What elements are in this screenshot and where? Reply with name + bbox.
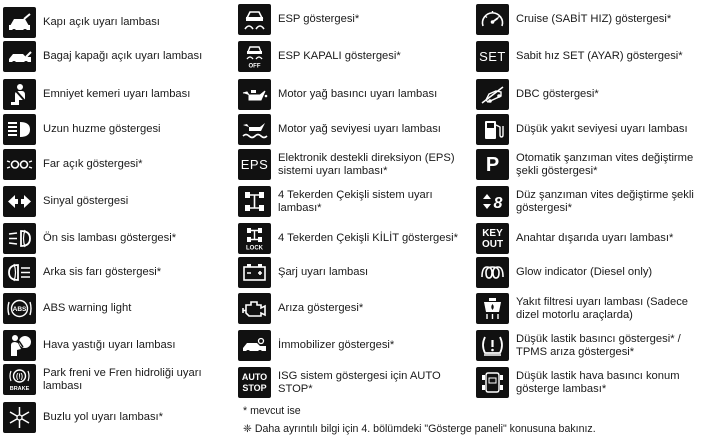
high-beam-icon [3, 114, 36, 145]
indicator-label: Sinyal göstergesi [43, 195, 129, 208]
esp-off-icon-text: OFF [248, 63, 261, 69]
list-item [476, 186, 706, 217]
indicator-label: Bagaj kapağı açık uyarı lambası [43, 50, 203, 63]
indicator-label: Sabit hız SET (AYAR) göstergesi* [516, 50, 683, 63]
glow-icon [476, 257, 509, 288]
list-item [3, 223, 233, 254]
fuel-filter-icon [476, 293, 509, 324]
list-item [476, 223, 706, 254]
indicator-label: Motor yağ seviyesi uyarı lambası [278, 123, 441, 136]
list-item [3, 257, 233, 288]
eps-icon-text: EPS [240, 157, 269, 172]
list-item [3, 330, 233, 361]
esp-off-icon [238, 41, 271, 72]
stop-icon-text: STOP [242, 382, 267, 393]
engine-check-icon [238, 293, 271, 324]
indicator-label: Düşük yakıt seviyesi uyarı lambası [516, 123, 688, 136]
out-icon-text: OUT [481, 238, 504, 250]
list-item [238, 257, 468, 288]
front-fog-icon [3, 223, 36, 254]
list-item [476, 149, 706, 180]
eps-icon [238, 149, 271, 180]
indicator-label: Düz şanzıman vites değiştirme şekli göstergesi* [516, 189, 694, 214]
list-item [476, 330, 706, 361]
esp-icon [238, 4, 271, 35]
seatbelt-icon [3, 79, 36, 110]
park-icon [476, 149, 509, 180]
indicator-label: Glow indicator (Diesel only) [516, 266, 653, 279]
list-item [3, 293, 233, 324]
indicator-label: Düşük lastik basıncı göstergesi* / TPMS arıza göstergesi* [516, 333, 681, 358]
turn-signal-icon [3, 186, 36, 217]
tpms-icon [476, 330, 509, 361]
auto-icon-text: AUTO [241, 371, 268, 382]
four-wheel-lock-icon [238, 223, 271, 254]
abs-icon [3, 293, 36, 324]
set-icon [476, 41, 509, 72]
availability-note: * mevcut ise [243, 405, 301, 417]
key-out-icon [476, 223, 509, 254]
headlight-on-icon [3, 149, 36, 180]
indicator-label: İmmobilizer göstergesi* [278, 339, 395, 352]
list-item [238, 293, 468, 324]
key-icon-text: KEY [482, 227, 503, 239]
trunk-open-icon [3, 41, 36, 72]
indicator-label: Emniyet kemeri uyarı lambası [43, 88, 191, 101]
list-item [238, 4, 468, 35]
auto-stop-icon [238, 367, 271, 398]
indicator-label: DBC göstergesi* [516, 88, 599, 101]
list-item [476, 293, 706, 324]
abs-icon-text: ABS [12, 306, 27, 313]
door-open-icon [3, 7, 36, 38]
indicator-label: Düşük lastik hava basıncı konum gösterge lambası* [516, 370, 680, 395]
indicator-label: Yakıt filtresi uyarı lambası (Sadece dizel motorlu araçlarda) [516, 296, 689, 321]
rear-fog-icon [3, 257, 36, 288]
park-icon-text: P [485, 153, 500, 176]
oil-level-icon [238, 114, 271, 145]
list-item [3, 364, 233, 395]
indicator-label: Uzun huzme göstergesi [43, 123, 161, 136]
list-item [238, 223, 468, 254]
gear-icon-text: 8 [493, 195, 503, 212]
indicator-label: Elektronik destekli direksiyon (EPS) sistemi uyarı lambası* [278, 152, 455, 177]
indicator-label: Arıza göstergesi* [278, 302, 364, 315]
list-item [238, 79, 468, 110]
battery-icon [238, 257, 271, 288]
lock-icon-text: LOCK [246, 245, 263, 251]
list-item [238, 330, 468, 361]
footnotes [243, 405, 596, 441]
list-item [476, 79, 706, 110]
indicator-label: ABS warning light [43, 302, 132, 315]
gear-shift-icon [476, 186, 509, 217]
list-item [3, 114, 233, 145]
list-item [476, 41, 706, 72]
indicator-label: Hava yastığı uyarı lambası [43, 339, 176, 352]
indicator-label: Anahtar dışarıda uyarı lambası* [516, 232, 674, 245]
list-item [238, 186, 468, 217]
list-item [238, 149, 468, 180]
list-item [3, 186, 233, 217]
indicator-label: 4 Tekerden Çekişli KİLİT göstergesi* [278, 232, 458, 245]
svg-text:(!): (!) [16, 373, 23, 381]
indicator-label: Buzlu yol uyarı lambası* [43, 411, 164, 424]
oil-pressure-icon [238, 79, 271, 110]
airbag-icon [3, 330, 36, 361]
list-item [476, 257, 706, 288]
indicator-label: Kapı açık uyarı lambası [43, 16, 160, 29]
list-item [238, 41, 468, 72]
set-icon-text: SET [479, 49, 506, 64]
immobilizer-icon [238, 330, 271, 361]
indicator-label: Motor yağ basıncı uyarı lambası [278, 88, 438, 101]
list-item [3, 79, 233, 110]
list-item [238, 114, 468, 145]
list-item [476, 4, 706, 35]
list-item [476, 114, 706, 145]
brake-icon [3, 364, 36, 395]
indicator-label: 4 Tekerden Çekişli sistem uyarı lambası* [278, 189, 433, 214]
icy-road-icon [3, 402, 36, 433]
list-item [3, 149, 233, 180]
indicator-label: Otomatik şanzıman vites değiştirme şekli göstergesi* [516, 152, 694, 177]
list-item [3, 402, 233, 433]
list-item [3, 41, 233, 72]
list-item [3, 7, 233, 38]
four-wheel-drive-icon [238, 186, 271, 217]
indicator-label: ESP göstergesi* [278, 13, 360, 26]
indicator-label: Cruise (SABİT HIZ) göstergesi* [516, 13, 672, 26]
tire-position-icon [476, 367, 509, 398]
dbc-icon [476, 79, 509, 110]
list-item [238, 367, 468, 398]
list-item [476, 367, 706, 398]
cruise-icon [476, 4, 509, 35]
indicator-label: Şarj uyarı lambası [278, 266, 369, 279]
brake-icon-text: BRAKE [9, 386, 30, 392]
indicator-label: ISG sistem göstergesi için AUTO STOP* [278, 370, 441, 395]
indicator-label: Park freni ve Fren hidroliği uyarı lambası [43, 367, 202, 392]
fuel-icon [476, 114, 509, 145]
indicator-label: ESP KAPALI göstergesi* [278, 50, 401, 63]
indicator-label: Ön sis lambası göstergesi* [43, 232, 177, 245]
reference-note: ❈ Daha ayrıntılı bilgi için 4. bölümdeki "Gösterge paneli" konusuna bakınız. [243, 423, 596, 435]
indicator-label: Arka sis farı göstergesi* [43, 266, 162, 279]
indicator-label: Far açık göstergesi* [43, 158, 143, 171]
